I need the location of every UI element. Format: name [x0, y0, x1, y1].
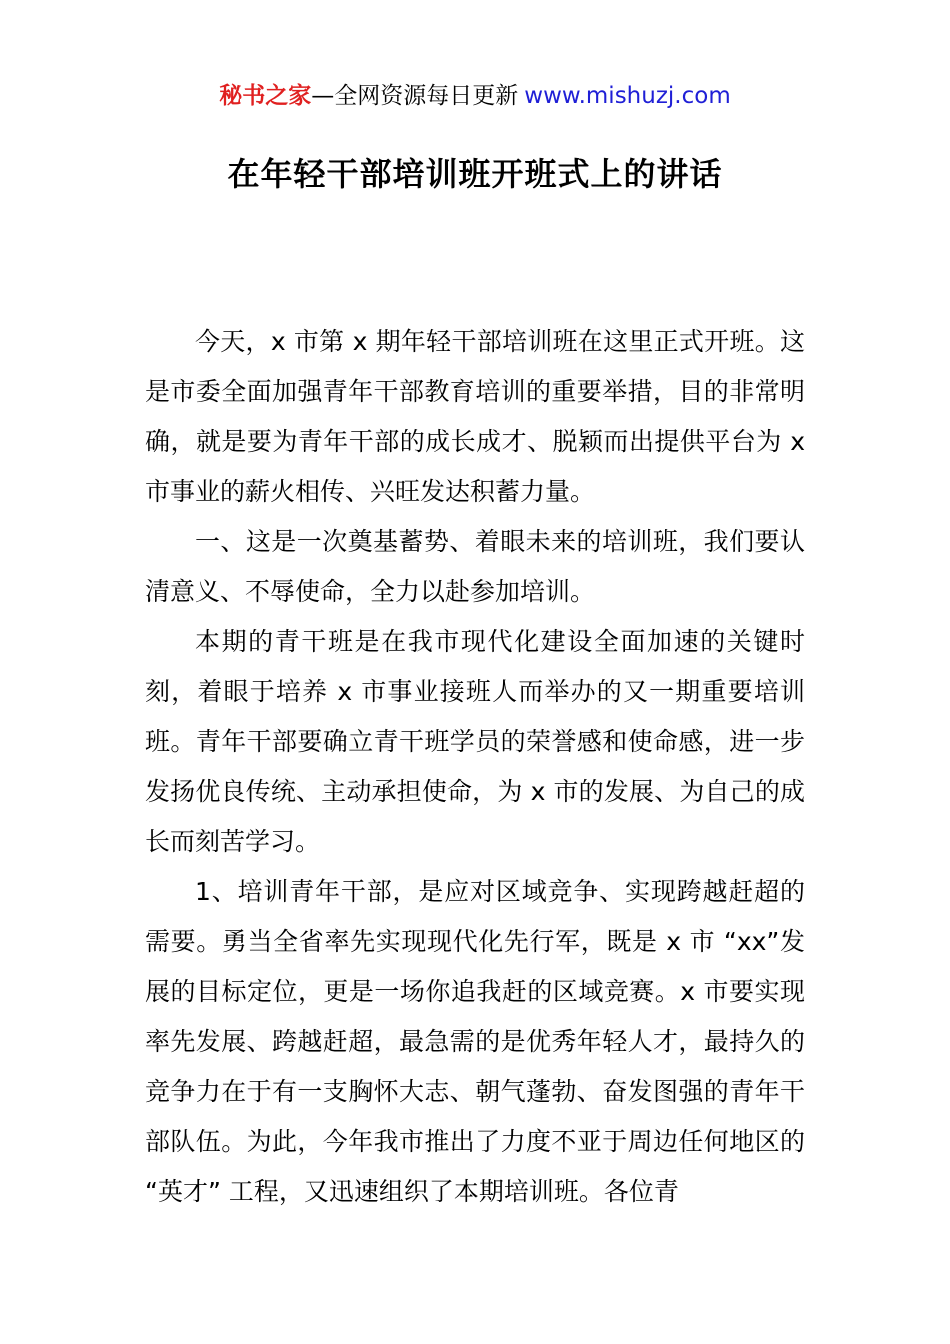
- document-title: 在年轻干部培训班开班式上的讲话: [227, 155, 723, 193]
- paragraph-section-one-body: 本期的青干班是在我市现代化建设全面加速的关键时刻，着眼于培养 x 市事业接班人而举办的又一期重要培训班。青年干部要确立青干班学员的荣誉感和使命感，进一步发扬优良传统、主动承担使命，为 x 市的发展、为自己的成长而刻苦学习。: [145, 627, 805, 856]
- site-url-link[interactable]: www.mishuzj.com: [524, 83, 731, 109]
- paragraph-point-one: 1、培训青年干部，是应对区域竞争、实现跨越赶超的需要。勇当全省率先实现现代化先行军，既是 x 市 “xx”发展的目标定位，更是一场你追我赶的区域竞赛。x 市要实现率先发展、跨越赶超，最急需的是优秀年轻人才，最持久的竞争力在于有一支胸怀大志、朝气蓬勃、奋发图强的青年干部队伍。为此，今年我市推出了力度不亚于周边任何地区的 “英才” 工程，又迅速组织了本期培训班。各位青: [145, 877, 805, 1206]
- site-header: [0, 78, 950, 114]
- site-brand: 秘书之家: [219, 83, 312, 109]
- paragraph-section-one-heading: 一、这是一次奠基蓄势、着眼未来的培训班，我们要认清意义、不辱使命，全力以赴参加培训。: [145, 527, 805, 606]
- paragraph-intro: 今天，x 市第 x 期年轻干部培训班在这里正式开班。这是市委全面加强青年干部教育培训的重要举措，目的非常明确，就是要为青年干部的成长成才、脱颖而出提供平台为 x 市事业的薪火相传、兴旺发达积蓄力量。: [145, 327, 805, 506]
- document-body: [145, 317, 805, 1217]
- site-slogan: —全网资源每日更新: [311, 83, 519, 109]
